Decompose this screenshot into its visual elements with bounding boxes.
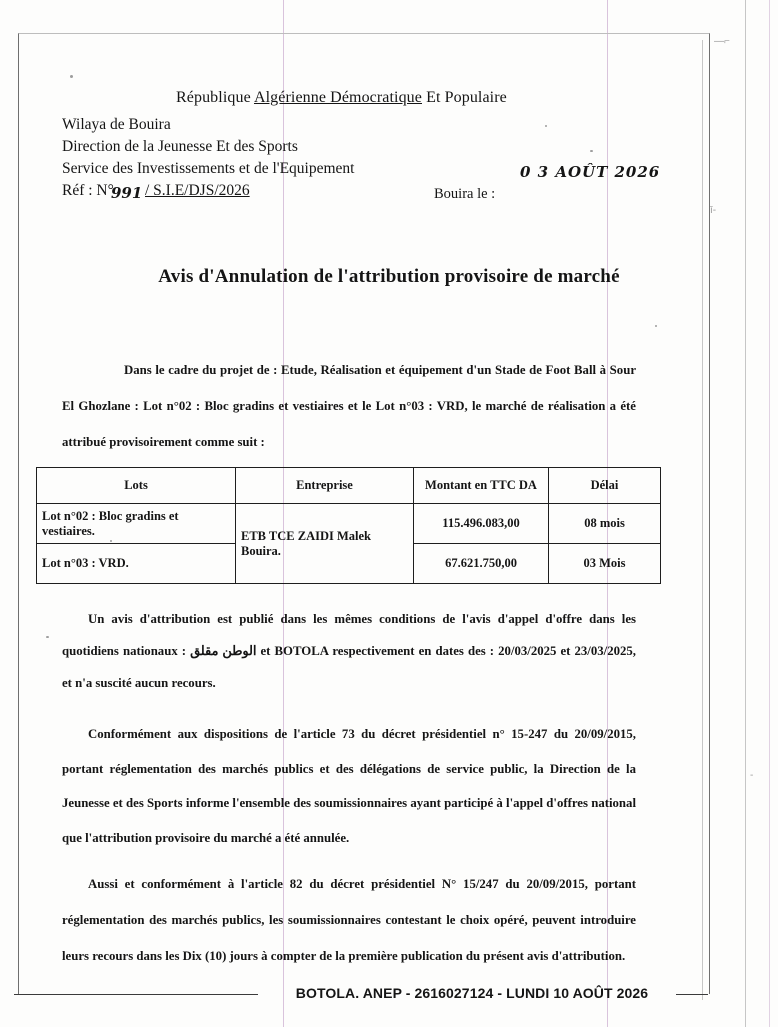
footer-rule-right	[676, 994, 708, 995]
republic-heading	[176, 89, 507, 107]
edge-mark: -	[750, 770, 754, 781]
lot-cell: Lot n°02 : Bloc gradins et vestiaires.	[37, 504, 236, 544]
intro-paragraph: Dans le cadre du projet de : Etude, Réalisation et équipement d'un Stade de Foot Ball à Sour El Ghozlane : Lot n°02 : Bloc gradins et vestiaires et le Lot n°03 : VRD, le marché de réalisation a été attribué provisoirement comme suit :	[62, 363, 636, 449]
publication-footer: BOTOLA. ANEP - 2616027124 - LUNDI 10 AOÛT 2026	[295, 985, 649, 1001]
document-title: Avis d'Annulation de l'attribution provisoire de marché	[158, 266, 620, 287]
amount-cell: 115.496.083,00	[414, 504, 549, 544]
reference-label: Réf : N°	[62, 182, 114, 199]
service-line: Service des Investissements et de l'Equipement	[62, 160, 355, 177]
republic-underlined: Algérienne Démocratique	[253, 89, 422, 106]
table-row	[37, 504, 661, 544]
attribution-table	[36, 467, 661, 584]
republic-prefix: République	[176, 89, 254, 106]
header-delai: Délai	[549, 468, 661, 504]
footer-rule-left	[14, 994, 258, 995]
scan-guide-line	[769, 0, 770, 1027]
publication-paragraph: Un avis d'attribution est publié dans les mêmes conditions de l'avis d'appel d'offre dans les quotidiens nationaux : الوطن مقلق et BOTOLA respectivement en dates des : 20/03/2025 et 23/03/2025, et n'a suscité aucun recours.	[62, 612, 636, 690]
edge-mark: —⌐	[714, 36, 730, 47]
date-stamp: 0 3 AOÛT 2026	[520, 163, 661, 181]
reference-handwritten-number: 991	[111, 184, 143, 202]
place-date-label: Bouira le :	[434, 186, 496, 202]
header-montant: Montant en TTC DA	[414, 468, 549, 504]
delay-cell: 08 mois	[549, 504, 661, 544]
appeal-paragraph: Aussi et conformément à l'article 82 du décret présidentiel N° 15/247 du 20/09/2015, portant réglementation des marchés publics, les soumissionnaires contestant le choix opéré, peuvent introduire leurs recours dans les Dix (10) jours à compter de la première publication du présent avis d'attribution.	[62, 877, 636, 963]
company-cell: ETB TCE ZAIDI Malek Bouira.	[236, 504, 414, 584]
table-header-row	[37, 468, 661, 504]
reference-number: / S.I.E/DJS/2026	[145, 182, 250, 199]
header-entreprise: Entreprise	[236, 468, 414, 504]
delay-cell: 03 Mois	[549, 544, 661, 584]
scan-margin-line	[745, 0, 746, 1027]
annulment-paragraph: Conformément aux dispositions de l'article 73 du décret présidentiel n° 15-247 du 20/09/2015, portant réglementation des marchés publics et des délégations de service public, la Direction de la Jeunesse et des Sports informe l'ensemble des soumissionnaires ayant participé à l'appel d'offres national que l'attribution provisoire du marché a été annulée.	[62, 727, 636, 845]
wilaya-line: Wilaya de Bouira	[62, 116, 171, 133]
direction-line: Direction de la Jeunesse Et des Sports	[62, 138, 298, 155]
amount-cell: 67.621.750,00	[414, 544, 549, 584]
lot-cell: Lot n°03 : VRD.	[37, 544, 236, 584]
header-lots: Lots	[37, 468, 236, 504]
edge-mark: ī-	[710, 205, 717, 216]
republic-suffix: Et Populaire	[422, 89, 507, 106]
